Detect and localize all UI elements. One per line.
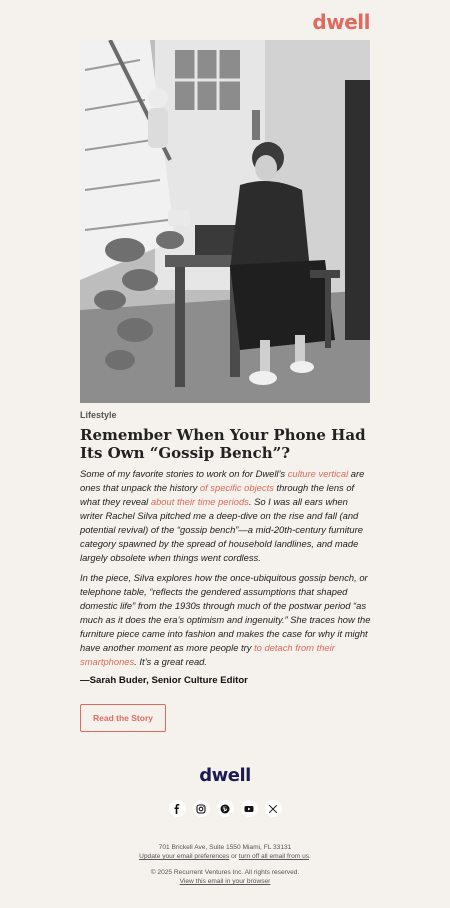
view-in-browser-link[interactable]: View this email in your browser	[179, 878, 271, 885]
detach-smartphones-link[interactable]: to detach from their smartphones	[80, 642, 335, 667]
instagram-icon[interactable]	[193, 800, 210, 817]
text-fragment: are ones that unpack the history	[80, 468, 365, 493]
text-fragment: or	[229, 853, 239, 860]
footer-dwell-logo[interactable]: dwell	[199, 765, 251, 786]
update-preferences-link[interactable]: Update your email preferences	[139, 853, 230, 860]
unsubscribe-link[interactable]: turn off all email from us	[238, 853, 310, 860]
text-fragment: In the piece, Silva explores how the once-ubiquitous gossip bench, or telephone table, “reflects the gendered assumptions that shaped domestic life” from the 1930s through much of the postwar period “as much as it does the era’s optimism and ingenuity.” She traces how the furniture piece came into fashion and makes the case for why it might have another moment as more people try	[80, 572, 371, 653]
copyright-notice: © 2025 Recurrent Ventures Inc. All rights reserved.	[150, 869, 300, 876]
x-icon[interactable]	[265, 800, 282, 817]
youtube-icon[interactable]	[241, 800, 258, 817]
text-fragment: .	[309, 853, 311, 860]
text-fragment: through the lens of what they reveal	[80, 482, 355, 507]
text-fragment: . It’s a great read.	[134, 656, 207, 667]
email-preferences-line	[0, 852, 450, 861]
pinterest-icon[interactable]	[217, 800, 234, 817]
intro-paragraph	[80, 467, 372, 565]
read-story-button[interactable]: Read the Story	[80, 704, 166, 732]
article-category: Lifestyle	[80, 410, 117, 420]
specific-objects-link[interactable]: of specific objects	[199, 482, 274, 493]
social-links	[0, 800, 450, 817]
text-fragment: . So I was all ears when writer Rachel Silva pitched me a deep-dive on the rise and fall (and potential revival) of the “gossip bench”—a mid-20th-century furniture category spawned by the spread of household landlines, and made largely obsolete when things went cordless.	[80, 496, 363, 563]
editor-signoff: —Sarah Buder, Senior Culture Editor	[80, 675, 248, 686]
text-fragment: Some of my favorite stories to work on for Dwell’s	[80, 468, 288, 479]
culture-vertical-link[interactable]: culture vertical	[287, 468, 349, 479]
hero-photo[interactable]	[80, 40, 370, 403]
facebook-icon[interactable]	[169, 800, 186, 817]
hero-illustration	[80, 40, 370, 403]
body-paragraph	[80, 571, 372, 669]
dwell-logo[interactable]: dwell	[312, 10, 370, 34]
time-periods-link[interactable]: about their time periods	[150, 496, 249, 507]
article-headline[interactable]: Remember When Your Phone Had Its Own “Gossip Bench”?	[80, 426, 366, 462]
company-address: 701 Brickell Ave, Suite 1550 Miami, FL 33131	[158, 844, 292, 851]
